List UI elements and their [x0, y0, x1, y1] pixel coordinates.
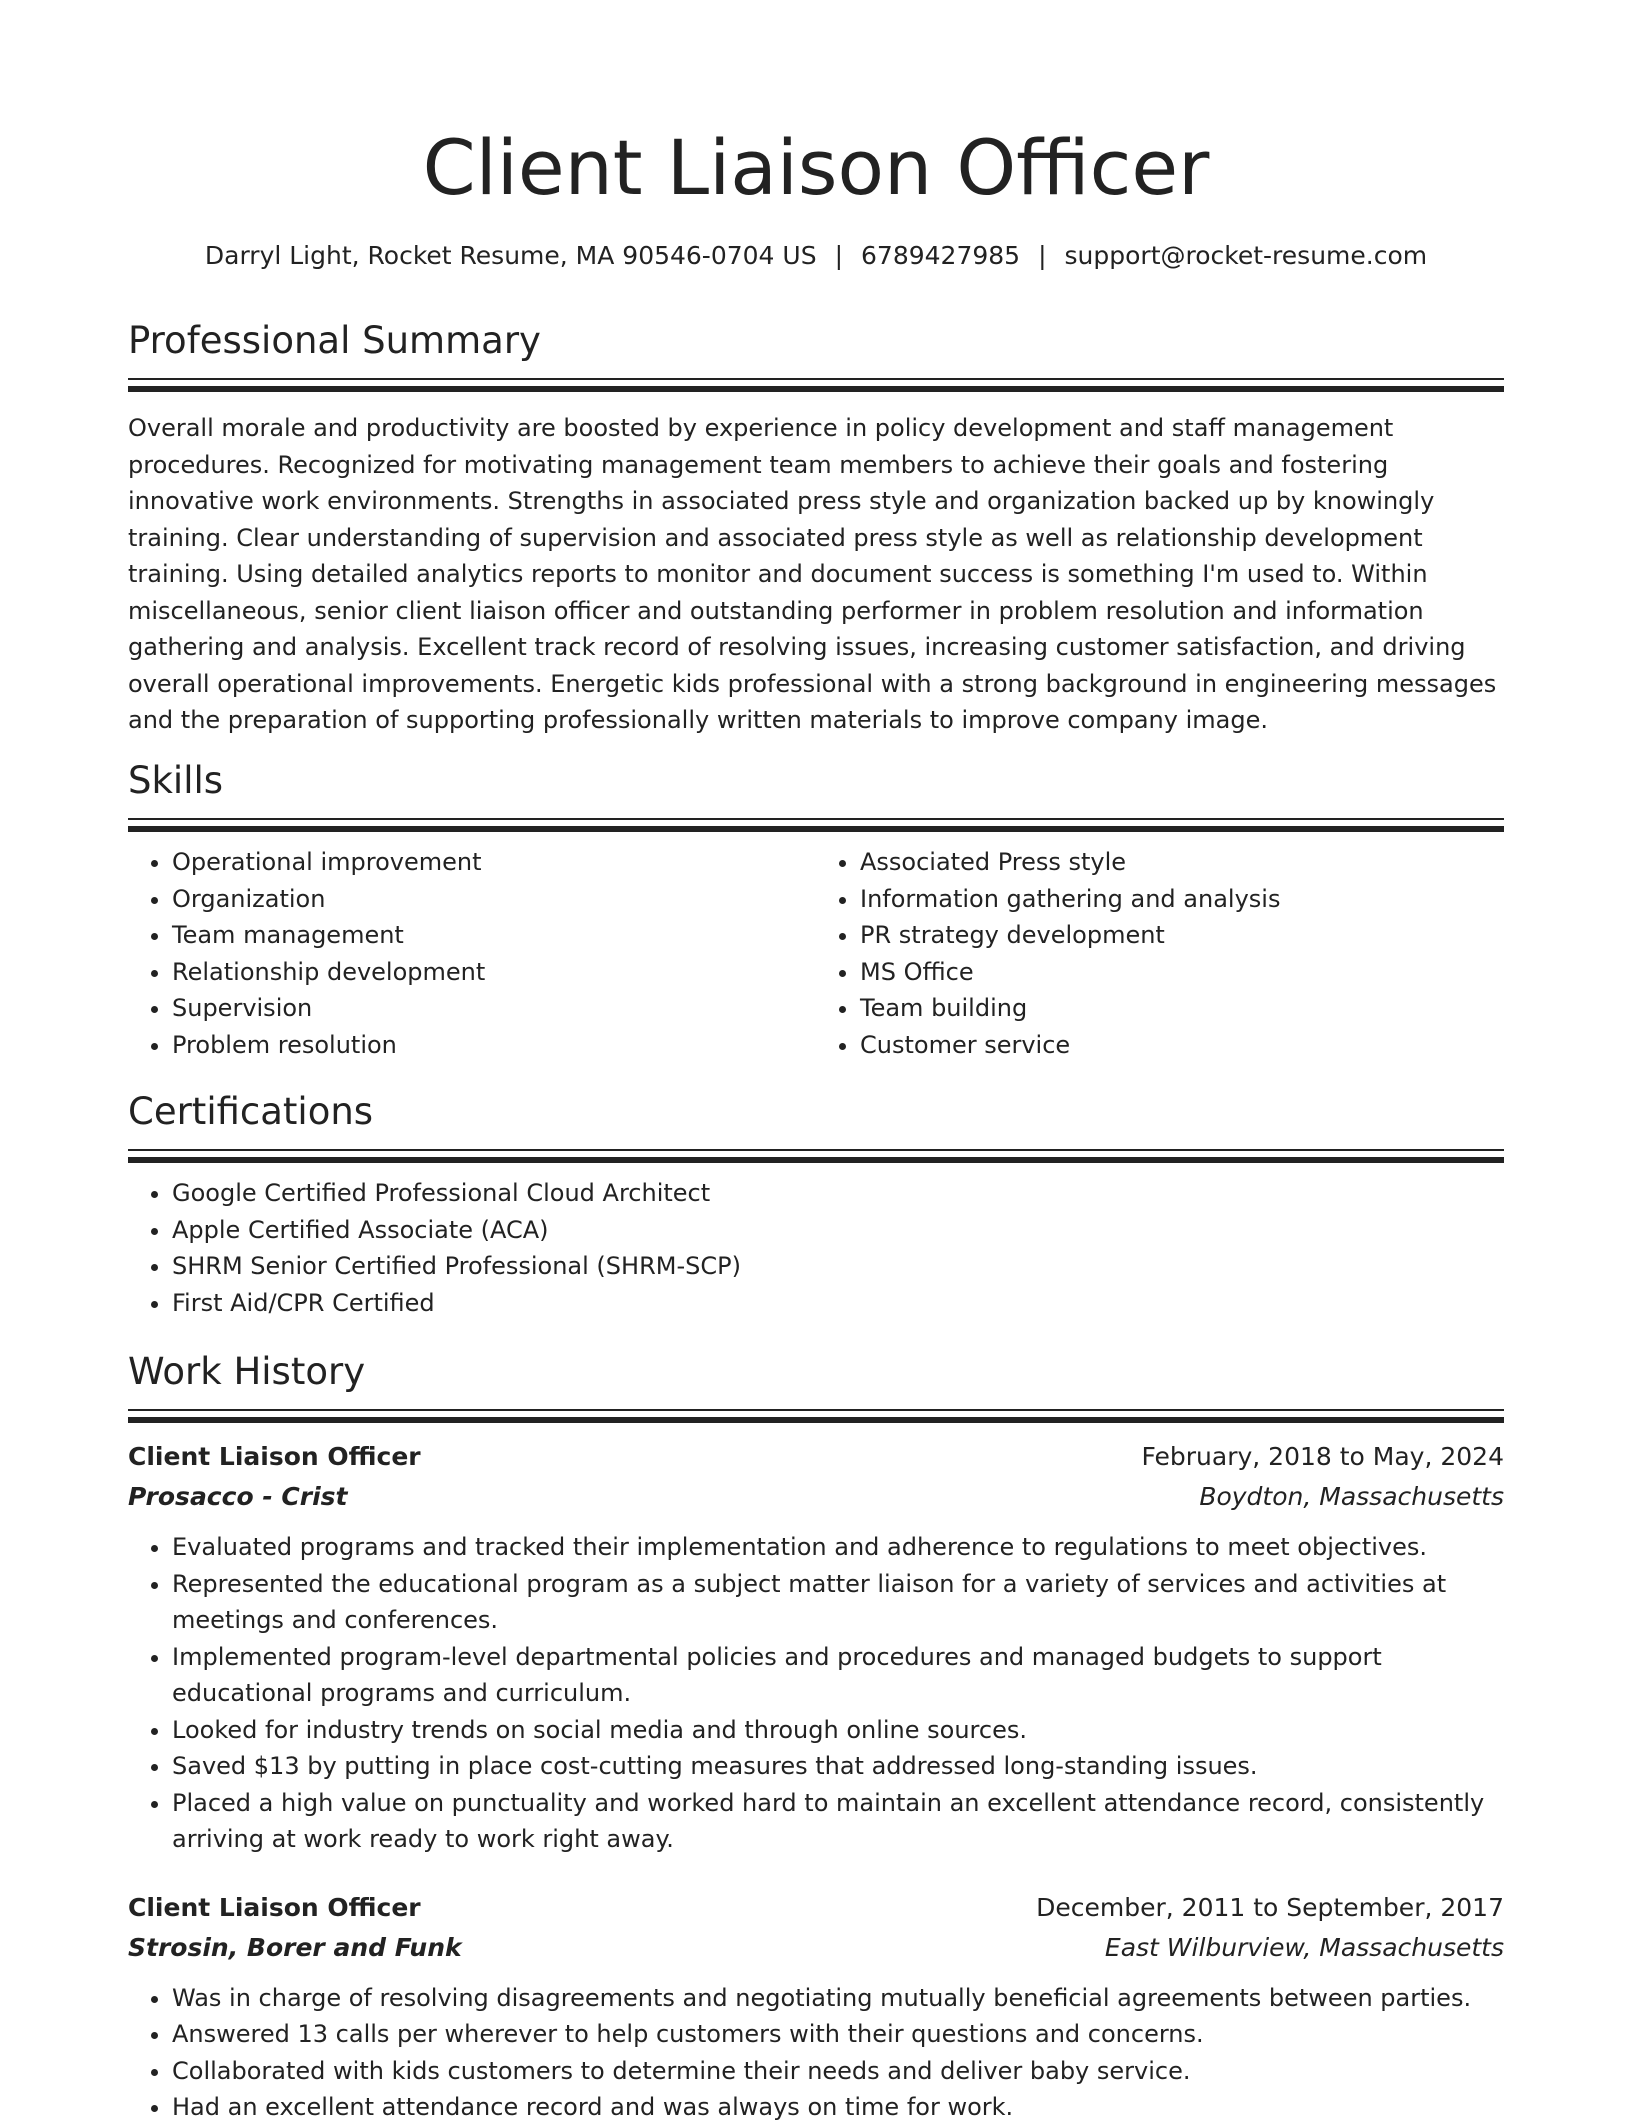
- resume-title: Client Liaison Officer: [422, 123, 1210, 212]
- job-bullet: • Placed a high value on punctuality and worked hard to maintain an excellent attendance record, consistently arriving at work ready to work right away.: [172, 1785, 1504, 1858]
- section-rule: [128, 818, 1504, 820]
- skill-item: • PR strategy development: [860, 917, 1504, 954]
- job-company: Prosacco - Crist: [128, 1482, 348, 1511]
- section-heading-skills: Skills: [128, 759, 224, 802]
- certification-item: • First Aid/CPR Certified: [172, 1285, 1504, 1322]
- section-heading-work-history: Work History: [128, 1350, 366, 1393]
- section-rule: [128, 826, 1504, 832]
- job-bullet: • Saved $13 by putting in place cost-cutting measures that addressed long-standing issues.: [172, 1748, 1504, 1785]
- section-rule: [128, 1157, 1504, 1163]
- section-rule: [128, 378, 1504, 380]
- job-dates: December, 2011 to September, 2017: [1036, 1892, 1504, 1922]
- contact-address: Darryl Light, Rocket Resume, MA 90546-0704 US: [204, 241, 817, 270]
- section-rule: [128, 1409, 1504, 1411]
- job-company-row: [128, 1928, 1504, 1968]
- skill-item: • MS Office: [860, 954, 1504, 991]
- skill-item: • Customer service: [860, 1027, 1504, 1064]
- skills-section: [128, 756, 1504, 1063]
- certification-item: • Apple Certified Associate (ACA): [172, 1212, 1504, 1249]
- skill-item: • Problem resolution: [172, 1027, 816, 1064]
- job-bullet: • Looked for industry trends on social media and through online sources.: [172, 1712, 1504, 1749]
- certification-item: • SHRM Senior Certified Professional (SHRM-SCP): [172, 1248, 1504, 1285]
- job-bullets: [128, 1529, 1504, 1858]
- certification-item: • Google Certified Professional Cloud Architect: [172, 1175, 1504, 1212]
- job-title: Client Liaison Officer: [128, 1442, 421, 1471]
- work-history-section: [128, 1347, 1504, 2126]
- job-company-row: [128, 1477, 1504, 1517]
- contact-separator: |: [1038, 241, 1047, 270]
- certifications-list: [128, 1175, 1504, 1321]
- skill-item: • Operational improvement: [172, 844, 816, 881]
- job-bullet: • Was in charge of resolving disagreements and negotiating mutually beneficial agreements between parties.: [172, 1980, 1504, 2017]
- job-bullet: • Implemented program-level departmental policies and procedures and managed budgets to support educational programs and curriculum.: [172, 1639, 1504, 1712]
- skill-item: • Team management: [172, 917, 816, 954]
- skill-item: • Organization: [172, 881, 816, 918]
- section-heading-certifications: Certifications: [128, 1090, 374, 1133]
- job-bullet: • Collaborated with kids customers to determine their needs and deliver baby service.: [172, 2053, 1504, 2090]
- skill-item: • Information gathering and analysis: [860, 881, 1504, 918]
- job-bullet: • Evaluated programs and tracked their implementation and adherence to regulations to meet objectives.: [172, 1529, 1504, 1566]
- job-company: Strosin, Borer and Funk: [128, 1932, 462, 1962]
- skill-item: • Relationship development: [172, 954, 816, 991]
- job-bullet: • Answered 13 calls per wherever to help customers with their questions and concerns.: [172, 2016, 1504, 2053]
- skill-item: • Team building: [860, 990, 1504, 1027]
- section-rule: [128, 386, 1504, 392]
- job-entry: [128, 1437, 1504, 1858]
- certifications-section: [128, 1087, 1504, 1321]
- skill-item: • Supervision: [172, 990, 816, 1027]
- skills-list-right: [816, 844, 1504, 1063]
- contact-separator: |: [834, 241, 844, 270]
- job-title: Client Liaison Officer: [128, 1892, 421, 1922]
- contact-email: support@rocket-resume.com: [1064, 241, 1428, 270]
- job-location: Boydton, Massachusetts: [1199, 1482, 1504, 1511]
- section-rule: [128, 1417, 1504, 1423]
- job-bullet: • Had an excellent attendance record and was always on time for work.: [172, 2089, 1504, 2126]
- section-heading-summary: Professional Summary: [128, 319, 541, 362]
- skills-columns: [128, 844, 1504, 1063]
- job-dates: February, 2018 to May, 2024: [1141, 1442, 1504, 1471]
- skill-item: • Associated Press style: [860, 844, 1504, 881]
- section-rule: [128, 1149, 1504, 1151]
- summary-text: Overall morale and productivity are boosted by experience in policy development and staff management procedures. Recognized for motivating management team members to achieve their goals and fostering innovative work environments. Strengths in associated press style and organization backed up by knowingly training. Clear understanding of supervision and associated press style as well as relationship development training. Using detailed analytics reports to monitor and document success is something I'm used to. Within miscellaneous, senior client liaison officer and outstanding performer in problem resolution and information gathering and analysis. Excellent track record of resolving issues, increasing customer satisfaction, and driving overall operational improvements. Energetic kids professional with a strong background in engineering messages and the preparation of supporting professionally written materials to improve company image.: [128, 414, 1497, 734]
- contact-phone: 6789427985: [861, 241, 1021, 270]
- summary-section: [128, 316, 1504, 739]
- job-bullet: • Represented the educational program as a subject matter liaison for a variety of services and activities at meetings and conferences.: [172, 1566, 1504, 1639]
- job-bullets: [128, 1980, 1504, 2126]
- contact-line: [0, 238, 1632, 274]
- skills-list-left: [128, 844, 816, 1063]
- job-title-row: [128, 1437, 1504, 1477]
- job-title-row: [128, 1888, 1504, 1928]
- job-location: East Wilburview, Massachusetts: [1104, 1932, 1504, 1962]
- job-entry: [128, 1888, 1504, 2126]
